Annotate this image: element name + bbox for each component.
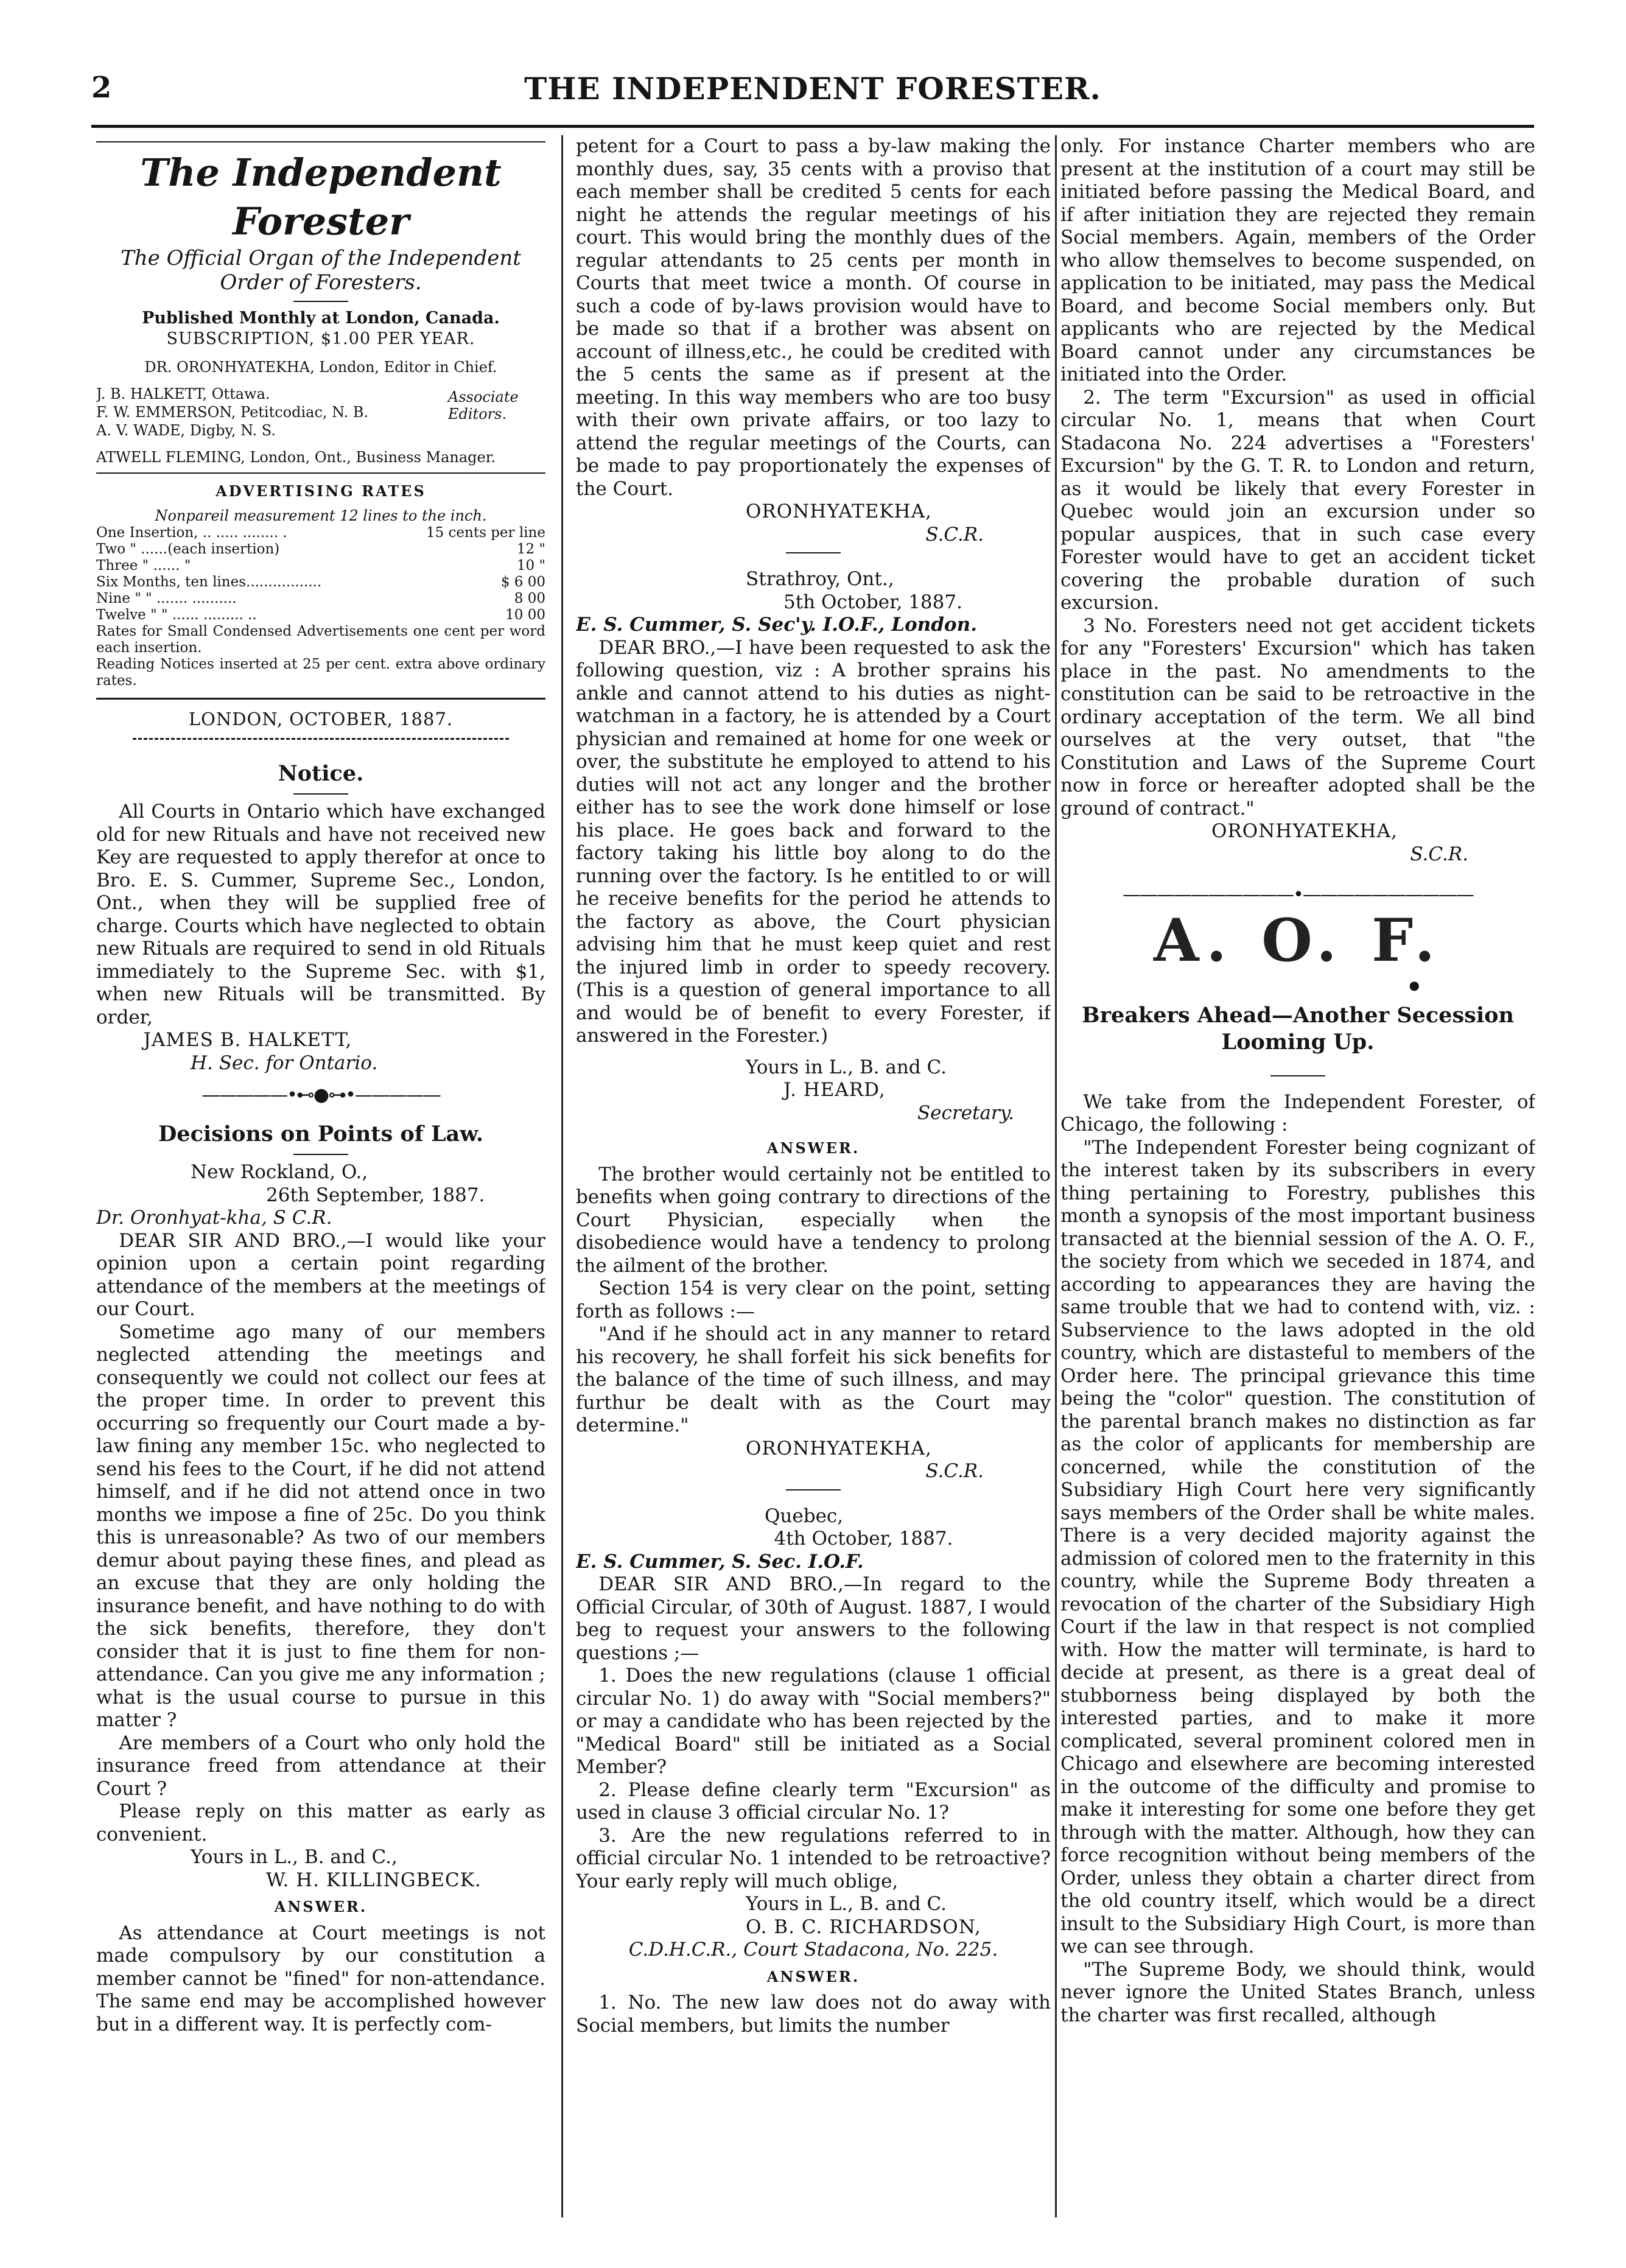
divider [293, 793, 348, 795]
rate-row: Two " ......(each insertion) 12 " [96, 541, 545, 557]
editor-in-chief: DR. ORONHYATEKHA, London, Editor in Chief. [144, 359, 497, 376]
rate-note: Reading Notices inserted at 25 per cent. extra above ordinary rates. [96, 656, 545, 689]
answer-paragraph: 3 No. Foresters need not get accident tickets for any "Foresters' Excursion" which has taken place in the past. No amendments to the constitution can be said to be retroactive in the ordinary acceptation of the term. We all bind ourselves at the very outset, that "the Constitution and Laws of the Supreme Court now in force or hereafter adopted shall be the ground of contract." [1060, 614, 1535, 820]
letter-paragraph: DEAR BRO.,—I have been requested to ask the following question, viz : A brother sprains his ankle and cannot attend to his duties as night-watchman in a factory, he is attended by a Court physician and remained at home for one week or over, the substitute he employed to attend to his duties will not act any longer and the brother either has to see the work done himself or lose his place. He goes back and forward to the factory taking his little boy along to do the running over the factory. Is he entitled to or will he receive benefits for the period he attends to the factory as above, the Court physician advising him that he must keep quiet and rest the injured limb in order to speedy recovery. (This is a question of general importance to all and would be of benefit to every Forester, if answered in the Forester.) [576, 636, 1051, 1047]
masthead-top-rule [96, 141, 545, 142]
article-paragraph: "The Supreme Body, we should think, would never ignore the United States Branch, unless the charter was first recalled, although [1060, 1958, 1535, 2026]
divider [96, 472, 545, 474]
rate-row: Six Months, ten lines................. $ 6 00 [96, 574, 545, 590]
letter-date: 5th October, 1887. [783, 591, 962, 613]
letter-addressee: Dr. Oronhyat-kha, S C.R. [96, 1207, 332, 1229]
advertising-sub: Nonpareil measurement 12 lines to the inch. [155, 507, 487, 524]
assoc-editor: J. B. HALKETT, Ottawa. [96, 385, 270, 402]
letter-date: 26th September, 1887. [266, 1184, 485, 1206]
answer-paragraph: 1. No. The new law does not do away with Social members, but limits the number [576, 1992, 1051, 2037]
column-3 [1060, 135, 1535, 2217]
answer-paragraph: Section 154 is very clear on the point, setting forth as follows :— [576, 1277, 1051, 1322]
letter-signature: O. B. C. RICHARDSON, [746, 1915, 981, 1938]
dateline: LONDON, OCTOBER, 1887. [188, 708, 454, 729]
divider [293, 301, 348, 302]
associate-editors [96, 385, 545, 440]
page-header [91, 67, 1534, 122]
letter-paragraph: Please reply on this matter as early as convenient. [96, 1800, 545, 1845]
notice-body: All Courts in Ontario which have exchanged old for new Rituals and have not received new Key are requested to apply therefor at once to Bro. E. S. Cummer, Supreme Sec., London, Ont., when they will be supplied free of charge. Courts which have neglected to obtain new Rituals are required to send in old Rituals immediately to the Supreme Sec. with $1, when new Rituals will be transmitted. By order, [96, 801, 545, 1028]
rate-note: Rates for Small Condensed Advertisements one cent per word each insertion. [96, 623, 545, 656]
assoc-label: Associate Editors. [448, 388, 519, 423]
rate-row: One Insertion, .. ..... ........ . 15 cents per line [96, 524, 545, 541]
ornament-divider: —————•⊷●⊶•————— [201, 1084, 440, 1106]
assoc-editor: A. V. WADE, Digby, N. S. [96, 422, 276, 439]
signature-name: ORONHYATEKHA, [1211, 820, 1398, 842]
letter-signature-title: Secretary. [917, 1101, 1014, 1124]
page-number: 2 [91, 71, 112, 105]
answer-continuation: petent for a Court to pass a by-law making the monthly dues, say, 35 cents with a proviso that each member shall be credited 5 cents for each night he attends the regular meetings of his court. This would bring the monthly dues of the regular attendants to 25 cents per month in Courts that meet twice a month. Of course in such a code of by-laws provision would have to be made so that if a brother was absent on account of illness,etc., he could be credited with the 5 cents the same as if present at the meeting. In this way members who are too busy with their own private affairs, or too lazy to attend the regular meetings of the Courts, can be made to pay proportionately the expenses of the Court. [576, 135, 1051, 500]
signature-name: ORONHYATEKHA, [746, 1437, 932, 1459]
answer-paragraph: 2. The term "Excursion" as used in official circular No. 1, means that when Court Stadacona No. 224 advertises a "Foresters' Excursion" by the G. T. R. to London and return, as it would be likely that every Forester in Quebec would join an excursion under so popular auspices, that in such case every Forester would have to get an accident ticket covering the probable duration of such excursion. [1060, 386, 1535, 614]
letter-paragraph: Sometime ago many of our members neglected attending the meetings and consequently we could not collect our fees at the proper time. In order to prevent this occurring so frequently our Court made a by-law fining any member 15c. who neglected to send his fees to the Court, if he did not attend himself, and if he did not attend once in two months we impose a fine of 25c. Do you think this is unreasonable? As two of our members demur about paying these fines, and plead as an excuse that they are only holding the insurance benefit, and have nothing to do with the sick benefits, therefore, they don't consider that it is just to fine them for non-attendance. Can you give me any information ; what is the usual course to pursue in this matter ? [96, 1321, 545, 1731]
letter-signature: W. H. KILLINGBECK. [266, 1869, 482, 1891]
column-rule-2 [1055, 135, 1057, 2217]
letter-place: Strathroy, Ont., [746, 568, 894, 590]
masthead-subtitle: The Official Organ of the Independent Order of Foresters. [121, 246, 521, 295]
notice-signature: JAMES B. HALKETT, [143, 1029, 352, 1051]
business-manager: ATWELL FLEMING, London, Ont., Business Manager. [96, 449, 496, 466]
answer-heading: ANSWER. [766, 1139, 860, 1157]
letter-place: Quebec, [765, 1504, 844, 1527]
signature-title: S.C.R. [925, 523, 984, 546]
notice-heading: Notice. [278, 761, 364, 786]
subscription-price: SUBSCRIPTION, $1.00 PER YEAR. [166, 329, 475, 348]
divider [786, 552, 841, 553]
letter-question: 1. Does the new regulations (clause 1 official circular No. 1) do away with "Social members?" or may a candidate who has been rejected by the "Medical Board" still be initiated as a Social Member? [576, 1665, 1051, 1778]
rate-row: Three " ...... " 10 " [96, 557, 545, 574]
article-paragraph: We take from the Independent Forester, of Chicago, the following : [1060, 1090, 1535, 1136]
answer-heading: ANSWER. [766, 1967, 860, 1985]
signature-title: S.C.R. [1410, 843, 1468, 865]
column-1 [96, 135, 545, 2217]
letter-paragraph: DEAR SIR AND BRO.,—I would like your opinion upon a certain point regarding attendance of the members at the meetings of our Court. [96, 1229, 545, 1320]
letter-close: Yours in L., B. and C., [191, 1846, 398, 1868]
rate-table [96, 525, 545, 689]
running-title: THE INDEPENDENT FORESTER. [524, 71, 1101, 107]
divider [1270, 1075, 1325, 1076]
letter-paragraph: DEAR SIR AND BRO.,—In regard to the Official Circular, of 30th of August. 1887, I would beg to request your answers to the following questions ;— [576, 1573, 1051, 1664]
rate-row: Nine " " ....... .......... 8 00 [96, 590, 545, 606]
decisions-heading: Decisions on Points of Law. [158, 1122, 484, 1146]
answer-paragraph: "And if he should act in any manner to retard his recovery, he shall forfeit his sick benefits for the balance of the time of such illness, and may furthur be dealt with as the Court may determine." [576, 1323, 1051, 1436]
letter-question: 3. Are the new regulations referred to in official circular No. 1 intended to be retroactive? Your early reply will much oblige, [576, 1824, 1051, 1892]
breakers-heading: Breakers Ahead—Another Secession Looming Up. [1082, 1002, 1514, 1055]
letter-close: Yours in L., B. and C. [746, 1893, 947, 1915]
answer-paragraph: The brother would certainly not be entitled to benefits when going contrary to directions of the Court Physician, especially when the disobedience would have a tendency to prolong the ailment of the brother. [576, 1163, 1051, 1277]
aof-title: A. O. F. [1153, 906, 1443, 975]
column-rule-1 [561, 135, 563, 2217]
letter-question: 2. Please define clearly term "Excursion" as used in clause 3 official circular No. 1? [576, 1778, 1051, 1824]
letter-addressee: E. S. Cummer, S. Sec. I.O.F. [576, 1550, 864, 1573]
divider [133, 738, 509, 740]
letter-addressee: E. S. Cummer, S. Sec'y. I.O.F., London. [576, 614, 977, 636]
assoc-editor: F. W. EMMERSON, Petitcodiac, N. B. [96, 404, 369, 421]
column-2 [576, 135, 1051, 2217]
letter-close: Yours in L., B. and C. [746, 1056, 947, 1078]
letter-paragraph: Are members of a Court who only hold the insurance freed from attendance at their Court ? [96, 1732, 545, 1800]
ornament-divider: ——————————•—————————— [1123, 884, 1473, 905]
answer-heading: ANSWER. [274, 1898, 368, 1915]
advertising-heading: ADVERTISING RATES [216, 482, 426, 500]
signature-name: ORONHYATEKHA, [746, 500, 932, 522]
letter-date: 4th October, 1887. [774, 1528, 953, 1550]
bullet-mark: ● [1409, 978, 1420, 992]
letter-place: New Rockland, O., [191, 1161, 368, 1183]
letter-signature-title: C.D.H.C.R., Court Stadacona, No. 225. [628, 1939, 998, 1961]
masthead-title: The Independent Forester [140, 150, 502, 244]
notice-signature-title: H. Sec. for Ontario. [191, 1051, 378, 1074]
article-paragraph: "The Independent Forester being cognizant of the interest taken by its subscribers in every thing pertaining to Forestry, publishes this month a synopsis of the most important business transacted at the biennial session of the A. O. F., the society from which we seceded in 1874, and according to appearances they are having the same trouble that we had to contend with, viz. : Subservience to the laws adopted in the old country, which are distasteful to members of the Order here. The principal grievance this time being the "color" question. The constitution of the parental branch makes no distinction as far as the color of applicants for membership are concerned, while the constitution of the Subsidiary High Court here very significantly says members of the Order shall be white males. There is a very decided majority against the admission of colored men to the fraternity in this country, while the Supreme Body threaten a revocation of the charter of the Subsidiary High Court if the law in that respect is not complied with. How the matter will terminate, is hard to decide at present, as there is a great deal of stubborness being displayed by both the interested parties, and to make it more complicated, several prominent colored men in Chicago and elsewhere are becoming interested in the outcome of the difficulty and promise to make it interesting for some one before they get through with the matter. Although, how they can force recognition without being members of the Order, unless they obtain a charter direct from the old country itself, which would be a direct insult to the Subsidiary High Court, is more than we can see through. [1060, 1136, 1535, 1957]
answer-continuation: only. For instance Charter members who are present at the institution of a court may still be initiated before passing the Medical Board, and if after initiation they are rejected they remain Social members. Again, members of the Order who allow themselves to become suspended, on application to be initiated, may pass the Medical Board, and become Social members only. But applicants who are rejected by the Medical Board cannot under any circumstances be initiated into the Order. [1060, 135, 1535, 385]
divider [293, 1154, 348, 1155]
rate-row: Twelve " " ...... ......... .. 10 00 [96, 606, 545, 623]
publication-info: Published Monthly at London, Canada. [142, 309, 500, 328]
signature-title: S.C.R. [925, 1460, 984, 1482]
divider [786, 1489, 841, 1490]
header-rule [91, 125, 1534, 128]
letter-signature: J. HEARD, [783, 1079, 886, 1101]
answer-paragraph: As attendance at Court meetings is not made compulsory by our constitution a member cannot be "fined" for non-attendance. The same end may be accomplished however but in a different way. It is perfectly com- [96, 1922, 545, 2035]
divider [96, 698, 545, 700]
